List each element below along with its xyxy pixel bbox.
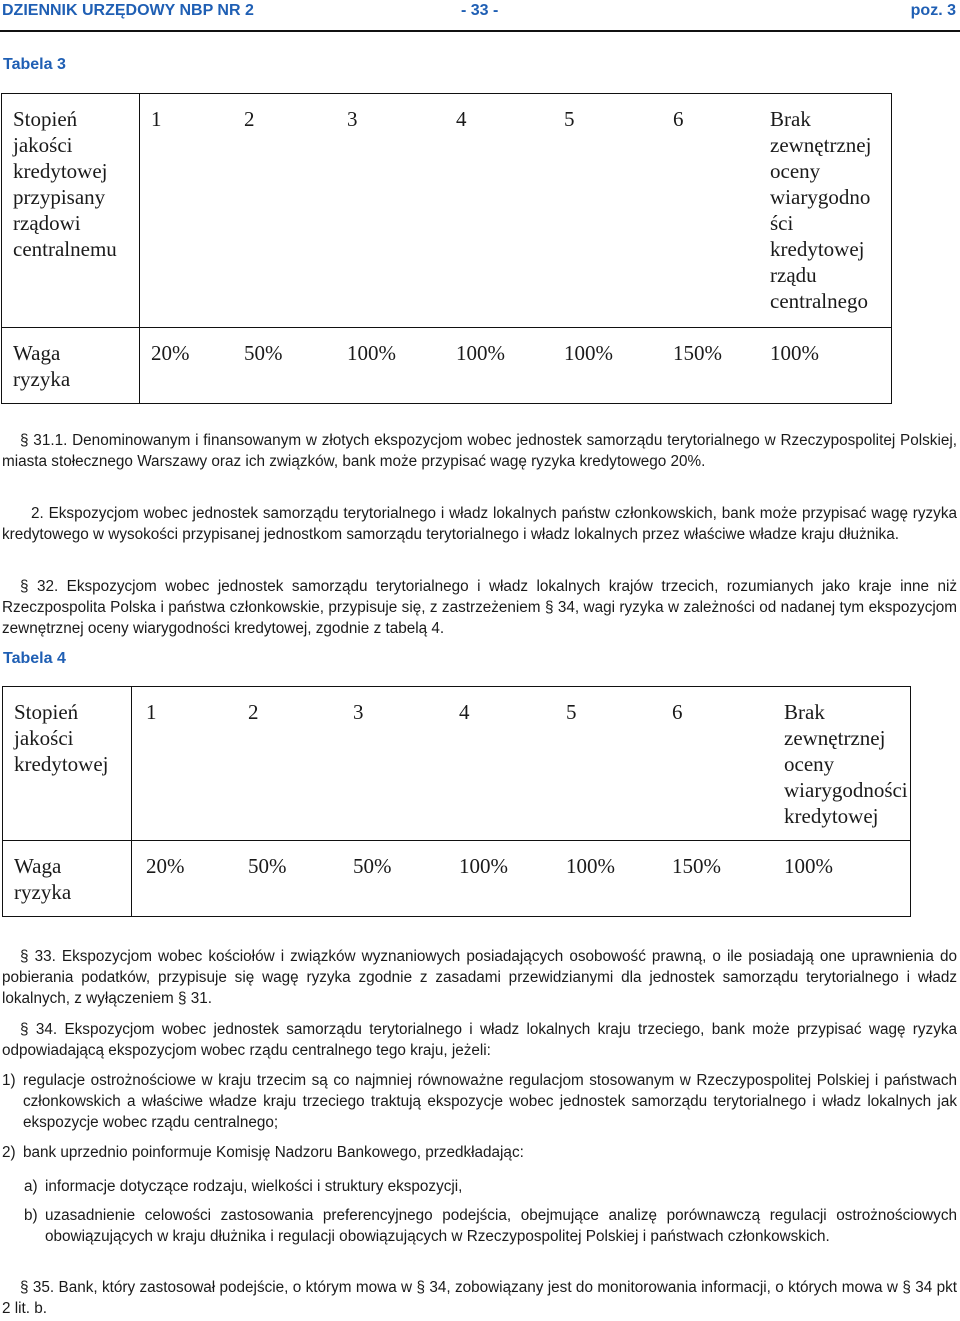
grade: 6 <box>672 700 683 724</box>
page-number: - 33 - <box>461 2 499 19</box>
weight: 20% <box>151 341 190 365</box>
item-number: poz. 3 <box>910 2 956 19</box>
item-1-text: regulacje ostrożnościowe w kraju trzecim są co najmniej równoważne regulacjom stosowanym w Rzeczypospolitej Polskiej i państwach członkowskich a właściwe władze kraju trzeciego traktują ekspozycje wobec jednostek samorządu terytorialnego i władz lokalnych jak ekspozycje wobec rządu centralnego; <box>23 1072 957 1131</box>
item-2-number: 2) <box>2 1144 16 1161</box>
item-2-text: bank uprzednio poinformuje Komisję Nadzoru Bankowego, przedkładając: <box>23 1144 524 1161</box>
para-31-2: 2. Ekspozycjom wobec jednostek samorządu terytorialnego i władz lokalnych państw członkowskich, bank może przypisać wagę ryzyka kredytowego w wysokości przypisanej jednostkom samorządu terytorialnego i władz lokalnych przez właściwe władze kraju dłużnika. <box>2 505 957 543</box>
weight: 50% <box>353 854 392 878</box>
item-b <box>24 1205 957 1247</box>
item-b-text: uzasadnienie celowości zastosowania preferencyjnego podejścia, obejmujące analizę porównawczą regulacji ostrożnościowych obowiązujących w kraju dłużnika i regulacji obowiązujących w Rzeczypospolitej Polskiej i państwach członkowskich. <box>45 1207 957 1245</box>
table4-weights-cell <box>132 841 911 917</box>
item-1 <box>2 1070 957 1133</box>
weight: 100% <box>566 854 615 878</box>
weight: 100% <box>564 341 613 365</box>
para-34: § 34. Ekspozycjom wobec jednostek samorządu terytorialnego i władz lokalnych kraju trzeciego, bank może przypisać wagę ryzyka odpowiadającą ekspozycjom wobec rządu centralnego tego kraju, jeżeli: <box>2 1021 957 1059</box>
page-header <box>0 0 960 32</box>
weight: 100% <box>456 341 505 365</box>
item-1-number: 1) <box>2 1072 16 1089</box>
table4-grades-cell <box>132 687 911 841</box>
table3-caption: Tabela 3 <box>3 56 66 73</box>
weight: 20% <box>146 854 185 878</box>
weight: 100% <box>784 854 833 878</box>
grade: 1 <box>146 700 157 724</box>
item-b-letter: b) <box>24 1207 38 1224</box>
grade: 2 <box>248 700 259 724</box>
grade: 2 <box>244 107 255 131</box>
grade: 1 <box>151 107 162 131</box>
table4 <box>2 686 911 917</box>
grade: 3 <box>353 700 364 724</box>
para-32: § 32. Ekspozycjom wobec jednostek samorządu terytorialnego i władz lokalnych krajów trzecich, rozumianych jako kraje inne niż Rzeczpospolita Polska i państwa członkowskie, przypisuje się, z zastrzeżeniem § 34, wagi ryzyka w zależności od nadanej tym ekspozycjom zewnętrznej oceny wiarygodności kredytowej, zgodnie z tabelą 4. <box>2 578 957 637</box>
grade: 5 <box>566 700 577 724</box>
item-2 <box>2 1142 957 1163</box>
item-a <box>24 1176 957 1197</box>
no-rating-label: Brak zewnętrznej oceny wiarygodno ści kredytowej rządu centralnego <box>770 107 872 313</box>
grade: 6 <box>673 107 684 131</box>
weight: 100% <box>459 854 508 878</box>
item-a-text: informacje dotyczące rodzaju, wielkości i struktury ekspozycji, <box>45 1178 463 1195</box>
weight: 50% <box>244 341 283 365</box>
table4-row1-label: Stopień jakości kredytowej <box>3 687 132 841</box>
journal-title: DZIENNIK URZĘDOWY NBP NR 2 <box>2 2 254 19</box>
table3-grades-cell <box>140 94 892 328</box>
table3 <box>1 93 892 404</box>
weight: 50% <box>248 854 287 878</box>
table4-row2-label: Waga ryzyka <box>3 841 132 917</box>
table3-weights-cell <box>140 328 892 404</box>
weight: 150% <box>672 854 721 878</box>
grade: 5 <box>564 107 575 131</box>
grade: 4 <box>459 700 470 724</box>
weight: 150% <box>673 341 722 365</box>
table3-row2-label: Waga ryzyka <box>2 328 140 404</box>
para-31-1: § 31.1. Denominowanym i finansowanym w złotych ekspozycjom wobec jednostek samorządu terytorialnego w Rzeczypospolitej Polskiej, miasta stołecznego Warszawy oraz ich związków, bank może przypisać wagę ryzyka kredytowego 20%. <box>2 432 957 470</box>
table3-row1-label: Stopień jakości kredytowej przypisany rządowi centralnemu <box>2 94 140 328</box>
grade: 3 <box>347 107 358 131</box>
weight: 100% <box>770 341 819 365</box>
grade: 4 <box>456 107 467 131</box>
para-33: § 33. Ekspozycjom wobec kościołów i związków wyznaniowych posiadających osobowość prawną, o ile posiadają one uprawnienia do pobierania podatków, przypisuje się wagę ryzyka zgodnie z zasadami przewidzianymi dla jednostek samorządu terytorialnego i władz lokalnych, z wyłączeniem § 31. <box>2 948 957 1007</box>
no-rating-label: Brak zewnętrznej oceny wiarygodności kredytowej <box>784 700 908 828</box>
table4-caption: Tabela 4 <box>3 650 66 667</box>
para-35: § 35. Bank, który zastosował podejście, o którym mowa w § 34, zobowiązany jest do monitorowania informacji, o których mowa w § 34 pkt 2 lit. b. <box>2 1279 957 1317</box>
weight: 100% <box>347 341 396 365</box>
item-a-letter: a) <box>24 1178 38 1195</box>
